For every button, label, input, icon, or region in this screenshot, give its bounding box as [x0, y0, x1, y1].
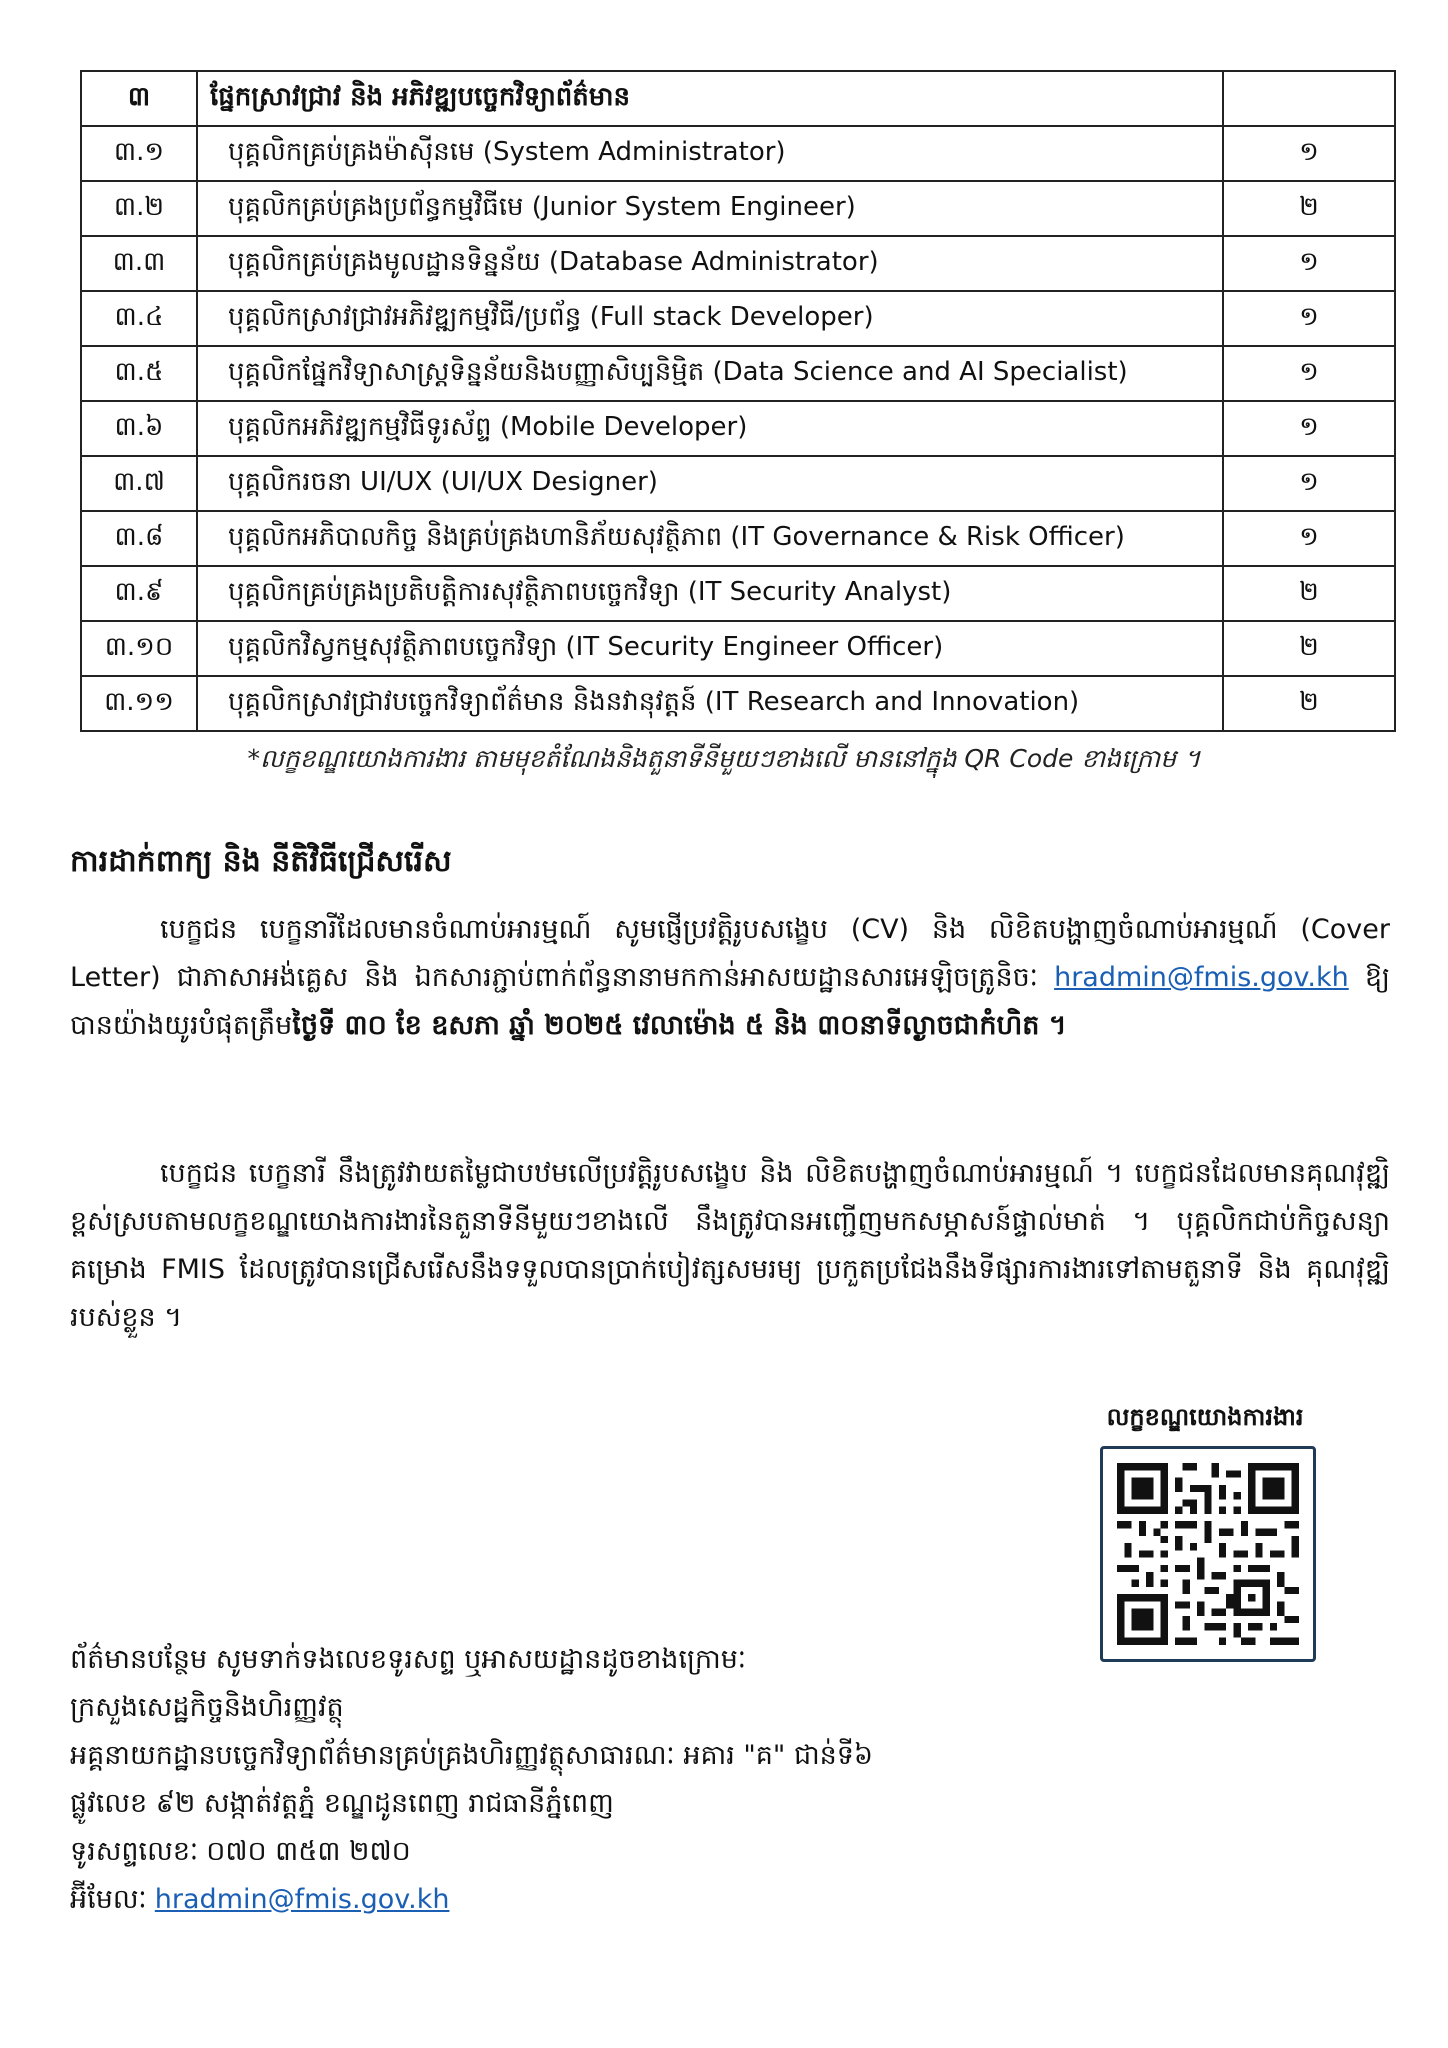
- row-qty: ២: [1223, 181, 1395, 236]
- table-row: [81, 621, 1395, 676]
- row-title: បុគ្គលិកស្រាវជ្រាវបច្ចេកវិទ្យាព័ត៌មាន និងនវានុវត្តន៍ (IT Research and Innovation): [197, 676, 1223, 731]
- contact-email-line: [70, 1876, 873, 1924]
- qr-caption: លក្ខខណ្ឌយោងការងារ: [1106, 1403, 1304, 1431]
- contact-ministry: ក្រសួងសេដ្ឋកិច្ចនិងហិរញ្ញវត្ថុ: [70, 1692, 344, 1723]
- row-number: ៣.៥: [81, 346, 197, 401]
- row-title: បុគ្គលិកវិស្វកម្មសុវត្ថិភាពបច្ចេកវិទ្យា (IT Security Engineer Officer): [197, 621, 1223, 676]
- row-number: ៣.៦: [81, 401, 197, 456]
- table-row: [81, 456, 1395, 511]
- row-title: បុគ្គលិកគ្រប់គ្រងម៉ាស៊ីនមេ (System Administrator): [197, 126, 1223, 181]
- row-number: ៣.១០: [81, 621, 197, 676]
- application-deadline: ថ្ងៃទី ៣០ ខែ ឧសភា ឆ្នាំ ២០២៥ វេលាម៉ោង ៥ និង ៣០នាទីល្ងាចជាកំហិត ។: [292, 1010, 1067, 1041]
- contact-department: អគ្គនាយកដ្ឋានបច្ចេកវិទ្យាព័ត៌មានគ្រប់គ្រងហិរញ្ញវត្ថុសាធារណៈ អគារ "គ" ជាន់ទី៦: [70, 1740, 874, 1771]
- contact-email-link[interactable]: hradmin@fmis.gov.kh: [154, 1884, 450, 1915]
- qr-code-icon: [1117, 1463, 1299, 1645]
- phone-number: ០៧០ ៣៥៣ ២៧០: [206, 1836, 411, 1867]
- table-row: [81, 126, 1395, 181]
- table-row: [81, 401, 1395, 456]
- para1-text: បេក្ខជន បេក្ខនារីដែលមានចំណាប់អារម្មណ៍ សូមផ្ញើប្រវត្តិរូបសង្ខេប (CV) និង លិខិតបង្ហាញចំណាប់អារម្មណ៍ (Cover Letter) ជាភាសាអង់គ្លេស និង ឯកសារភ្ជាប់ពាក់ព័ន្ធនានាមកកាន់អាសយដ្ឋានសារអេឡិចត្រូនិចៈ: [70, 914, 1390, 993]
- table-row: [81, 181, 1395, 236]
- row-number: ៣.៩: [81, 566, 197, 621]
- row-number: ៣.៣: [81, 236, 197, 291]
- row-number: ៣.១: [81, 126, 197, 181]
- table-footnote: *លក្ខខណ្ឌយោងការងារ តាមមុខតំណែងនិងតួនាទីនីមួយៗខាងលើ មាននៅក្នុង QR Code ខាងក្រោម ។: [247, 744, 1201, 773]
- para1-deadline-lead: ឱ្យបានយ៉ាងយូរបំផុតត្រឹម: [70, 962, 1391, 1041]
- table-row: [81, 511, 1395, 566]
- email-label: អ៊ីមែលៈ: [70, 1884, 147, 1915]
- row-number: ៣.៨: [81, 511, 197, 566]
- row-title: បុគ្គលិកផ្នែកវិទ្យាសាស្ត្រទិន្នន័យនិងបញ្ញាសិប្បនិម្មិត (Data Science and AI Specialist): [197, 346, 1223, 401]
- row-qty: ១: [1223, 126, 1395, 181]
- row-qty: ១: [1223, 291, 1395, 346]
- row-qty: ២: [1223, 676, 1395, 731]
- row-number: ៣.៤: [81, 291, 197, 346]
- row-qty: ១: [1223, 236, 1395, 291]
- contact-intro: ព័ត៌មានបន្ថែម សូមទាក់ទងលេខទូរសព្ទ ឬអាសយដ្ឋានដូចខាងក្រោមៈ: [70, 1644, 747, 1675]
- row-qty: ២: [1223, 621, 1395, 676]
- row-qty: ១: [1223, 401, 1395, 456]
- row-title: បុគ្គលិកអភិវឌ្ឍកម្មវិធីទូរស័ព្ទ (Mobile Developer): [197, 401, 1223, 456]
- row-title: បុគ្គលិកអភិបាលកិច្ច និងគ្រប់គ្រងហានិភ័យសុវត្ថិភាព (IT Governance & Risk Officer): [197, 511, 1223, 566]
- qr-code[interactable]: [1100, 1446, 1316, 1662]
- contact-phone-line: [70, 1828, 873, 1876]
- section-number: ៣: [81, 71, 197, 126]
- row-title: បុគ្គលិកស្រាវជ្រាវអភិវឌ្ឍកម្មវិធី/ប្រព័ន្ធ (Full stack Developer): [197, 291, 1223, 346]
- contact-block: [70, 1636, 873, 1924]
- table-section-row: [81, 71, 1395, 126]
- positions-table: [80, 70, 1396, 732]
- table-row: [81, 236, 1395, 291]
- row-title: បុគ្គលិកគ្រប់គ្រងមូលដ្ឋានទិន្នន័យ (Database Administrator): [197, 236, 1223, 291]
- row-qty: ១: [1223, 456, 1395, 511]
- row-title: បុគ្គលិករចនា UI/UX (UI/UX Designer): [197, 456, 1223, 511]
- row-title: បុគ្គលិកគ្រប់គ្រងប្រតិបត្តិការសុវត្ថិភាពបច្ចេកវិទ្យា (IT Security Analyst): [197, 566, 1223, 621]
- row-qty: ២: [1223, 566, 1395, 621]
- row-number: ៣.៧: [81, 456, 197, 511]
- application-heading: ការដាក់ពាក្យ និង នីតិវិធីជ្រើសរើស: [70, 844, 452, 879]
- table-row: [81, 291, 1395, 346]
- row-number: ៣.២: [81, 181, 197, 236]
- section-title: ផ្នែកស្រាវជ្រាវ និង អភិវឌ្ឍបច្ចេកវិទ្យាព័ត៌មាន: [197, 71, 1223, 126]
- row-title: បុគ្គលិកគ្រប់គ្រងប្រព័ន្ធកម្មវិធីមេ (Junior System Engineer): [197, 181, 1223, 236]
- application-paragraph-2: បេក្ខជន បេក្ខនារី នឹងត្រូវវាយតម្លៃជាបឋមលើប្រវត្តិរូបសង្ខេប និង លិខិតបង្ហាញចំណាប់អារម្មណ៍ ។ បេក្ខជនដែលមានគុណវុឌ្ឍិខ្ពស់ស្របតាមលក្ខខណ្ឌយោងការងារនៃតួនាទីនីមួយៗខាងលើ នឹងត្រូវបានអញ្ជើញមកសម្ភាសន៍ផ្ទាល់មាត់ ។ បុគ្គលិកជាប់កិច្ចសន្យាគម្រោង FMIS ដែលត្រូវបានជ្រើសរើសនឹងទទួលបានប្រាក់បៀវត្សសមរម្យ ប្រកួតប្រជែងនឹងទីផ្សារការងារទៅតាមតួនាទី និង គុណវុឌ្ឍិរបស់ខ្លួន ។: [70, 1158, 1390, 1333]
- table-row: [81, 346, 1395, 401]
- contact-street: ផ្លូវលេខ ៩២ សង្កាត់វត្តភ្នំ ខណ្ឌដូនពេញ រាជធានីភ្នំពេញ: [70, 1788, 614, 1819]
- row-qty: ១: [1223, 346, 1395, 401]
- application-paragraph-1: [70, 906, 1390, 1050]
- phone-label: ទូរសព្ទលេខៈ: [70, 1836, 199, 1867]
- table-row: [81, 566, 1395, 621]
- table-row: [81, 676, 1395, 731]
- row-qty: ១: [1223, 511, 1395, 566]
- row-number: ៣.១១: [81, 676, 197, 731]
- section-qty: [1223, 71, 1395, 126]
- application-email-link[interactable]: hradmin@fmis.gov.kh: [1054, 962, 1349, 993]
